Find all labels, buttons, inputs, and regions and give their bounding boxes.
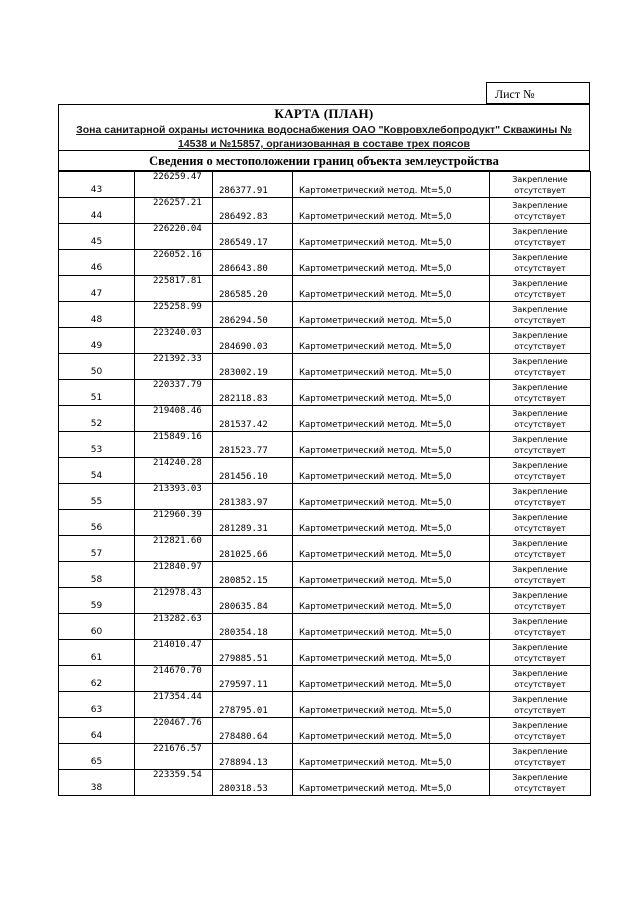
coordinate-y-cell: 283002.19 — [213, 354, 293, 380]
table-row — [59, 614, 591, 640]
table-row — [59, 536, 591, 562]
point-number-cell: 63 — [59, 692, 135, 718]
method-cell: Картометрический метод. Mt=5,0 — [293, 666, 490, 692]
point-number-cell: 51 — [59, 380, 135, 406]
coordinate-y-cell: 286585.20 — [213, 276, 293, 302]
fixing-cell: Закрепление отсутствует — [490, 354, 591, 380]
method-cell: Картометрический метод. Mt=5,0 — [293, 562, 490, 588]
table-row — [59, 640, 591, 666]
coordinate-y-cell: 284690.03 — [213, 328, 293, 354]
method-cell: Картометрический метод. Mt=5,0 — [293, 172, 490, 198]
method-cell: Картометрический метод. Mt=5,0 — [293, 276, 490, 302]
coordinate-x-cell: 212960.39 — [135, 510, 213, 536]
method-cell: Картометрический метод. Mt=5,0 — [293, 406, 490, 432]
table-row — [59, 458, 591, 484]
point-number-cell: 47 — [59, 276, 135, 302]
coordinate-x-cell: 212840.97 — [135, 562, 213, 588]
table-row — [59, 250, 591, 276]
point-number-cell: 46 — [59, 250, 135, 276]
coordinate-y-cell: 278894.13 — [213, 744, 293, 770]
fixing-cell: Закрепление отсутствует — [490, 692, 591, 718]
point-number-cell: 48 — [59, 302, 135, 328]
method-cell: Картометрический метод. Mt=5,0 — [293, 328, 490, 354]
coordinate-x-cell: 215849.16 — [135, 432, 213, 458]
coordinate-x-cell: 212821.60 — [135, 536, 213, 562]
method-cell: Картометрический метод. Mt=5,0 — [293, 770, 490, 796]
method-cell: Картометрический метод. Mt=5,0 — [293, 614, 490, 640]
method-cell: Картометрический метод. Mt=5,0 — [293, 640, 490, 666]
fixing-cell: Закрепление отсутствует — [490, 666, 591, 692]
coordinate-x-cell: 225817.81 — [135, 276, 213, 302]
coordinate-y-cell: 281383.97 — [213, 484, 293, 510]
fixing-cell: Закрепление отсутствует — [490, 302, 591, 328]
coordinate-x-cell: 212978.43 — [135, 588, 213, 614]
table-row — [59, 302, 591, 328]
point-number-cell: 57 — [59, 536, 135, 562]
coordinate-y-cell: 279885.51 — [213, 640, 293, 666]
coordinate-x-cell: 214240.28 — [135, 458, 213, 484]
table-row — [59, 432, 591, 458]
method-cell: Картометрический метод. Mt=5,0 — [293, 458, 490, 484]
coordinate-y-cell: 281456.10 — [213, 458, 293, 484]
table-row — [59, 562, 591, 588]
coordinate-y-cell: 278795.01 — [213, 692, 293, 718]
coordinate-y-cell: 280354.18 — [213, 614, 293, 640]
coordinate-x-cell: 221676.57 — [135, 744, 213, 770]
point-number-cell: 64 — [59, 718, 135, 744]
coordinate-y-cell: 281289.31 — [213, 510, 293, 536]
fixing-cell: Закрепление отсутствует — [490, 562, 591, 588]
table-row — [59, 692, 591, 718]
point-number-cell: 52 — [59, 406, 135, 432]
point-number-cell: 53 — [59, 432, 135, 458]
fixing-cell: Закрепление отсутствует — [490, 172, 591, 198]
method-cell: Картометрический метод. Mt=5,0 — [293, 536, 490, 562]
method-cell: Картометрический метод. Mt=5,0 — [293, 484, 490, 510]
coordinate-y-cell: 278480.64 — [213, 718, 293, 744]
point-number-cell: 60 — [59, 614, 135, 640]
fixing-cell: Закрепление отсутствует — [490, 224, 591, 250]
sheet-number-label: Лист № — [495, 87, 535, 101]
fixing-cell: Закрепление отсутствует — [490, 328, 591, 354]
coordinate-x-cell: 226220.04 — [135, 224, 213, 250]
document-header — [58, 104, 590, 151]
method-cell: Картометрический метод. Mt=5,0 — [293, 718, 490, 744]
table-row — [59, 770, 591, 796]
fixing-cell: Закрепление отсутствует — [490, 510, 591, 536]
table-row — [59, 510, 591, 536]
table-row — [59, 588, 591, 614]
point-number-cell: 45 — [59, 224, 135, 250]
fixing-cell: Закрепление отсутствует — [490, 406, 591, 432]
point-number-cell: 54 — [59, 458, 135, 484]
coordinate-y-cell: 281523.77 — [213, 432, 293, 458]
method-cell: Картометрический метод. Mt=5,0 — [293, 510, 490, 536]
fixing-cell: Закрепление отсутствует — [490, 744, 591, 770]
point-number-cell: 49 — [59, 328, 135, 354]
coordinate-y-cell: 281537.42 — [213, 406, 293, 432]
coordinate-x-cell: 213393.03 — [135, 484, 213, 510]
point-number-cell: 55 — [59, 484, 135, 510]
fixing-cell: Закрепление отсутствует — [490, 640, 591, 666]
fixing-cell: Закрепление отсутствует — [490, 276, 591, 302]
document-subtitle: Зона санитарной охраны источника водоснабжения ОАО "Ковровхлебопродукт" Скважины № 14538 и №15857, организованная в составе трех поясов — [76, 124, 572, 150]
point-number-cell: 38 — [59, 770, 135, 796]
table-row — [59, 172, 591, 198]
document-title: КАРТА (ПЛАН) — [274, 106, 374, 121]
table-row — [59, 406, 591, 432]
point-number-cell: 44 — [59, 198, 135, 224]
method-cell: Картометрический метод. Mt=5,0 — [293, 432, 490, 458]
coordinate-x-cell: 217354.44 — [135, 692, 213, 718]
fixing-cell: Закрепление отсутствует — [490, 250, 591, 276]
coordinate-x-cell: 214010.47 — [135, 640, 213, 666]
method-cell: Картометрический метод. Mt=5,0 — [293, 250, 490, 276]
point-number-cell: 50 — [59, 354, 135, 380]
table-row — [59, 224, 591, 250]
table-row — [59, 744, 591, 770]
coordinate-x-cell: 220467.76 — [135, 718, 213, 744]
section-title: Сведения о местоположении границ объекта землеустройства — [58, 151, 590, 171]
point-number-cell: 58 — [59, 562, 135, 588]
sheet-number-box — [486, 82, 590, 104]
method-cell: Картометрический метод. Mt=5,0 — [293, 588, 490, 614]
coordinate-y-cell: 279597.11 — [213, 666, 293, 692]
method-cell: Картометрический метод. Mt=5,0 — [293, 224, 490, 250]
table-row — [59, 380, 591, 406]
fixing-cell: Закрепление отсутствует — [490, 614, 591, 640]
point-number-cell: 61 — [59, 640, 135, 666]
coordinate-x-cell: 219408.46 — [135, 406, 213, 432]
coordinate-y-cell: 280318.53 — [213, 770, 293, 796]
coordinate-y-cell: 282118.83 — [213, 380, 293, 406]
method-cell: Картометрический метод. Mt=5,0 — [293, 198, 490, 224]
fixing-cell: Закрепление отсутствует — [490, 380, 591, 406]
coordinate-y-cell: 286294.50 — [213, 302, 293, 328]
fixing-cell: Закрепление отсутствует — [490, 718, 591, 744]
table-row — [59, 484, 591, 510]
point-number-cell: 62 — [59, 666, 135, 692]
point-number-cell: 56 — [59, 510, 135, 536]
coordinate-x-cell: 226259.47 — [135, 172, 213, 198]
method-cell: Картометрический метод. Mt=5,0 — [293, 380, 490, 406]
coordinate-y-cell: 286549.17 — [213, 224, 293, 250]
coordinate-y-cell: 280635.84 — [213, 588, 293, 614]
method-cell: Картометрический метод. Mt=5,0 — [293, 744, 490, 770]
coordinate-x-cell: 223240.03 — [135, 328, 213, 354]
fixing-cell: Закрепление отсутствует — [490, 458, 591, 484]
coordinate-x-cell: 221392.33 — [135, 354, 213, 380]
coordinate-x-cell: 225258.99 — [135, 302, 213, 328]
coordinate-y-cell: 281025.66 — [213, 536, 293, 562]
table-row — [59, 198, 591, 224]
fixing-cell: Закрепление отсутствует — [490, 432, 591, 458]
point-number-cell: 59 — [59, 588, 135, 614]
table-row — [59, 718, 591, 744]
table-row — [59, 666, 591, 692]
coordinate-y-cell: 280852.15 — [213, 562, 293, 588]
coordinate-y-cell: 286492.83 — [213, 198, 293, 224]
coordinates-table — [58, 171, 591, 796]
fixing-cell: Закрепление отсутствует — [490, 536, 591, 562]
coordinate-y-cell: 286643.80 — [213, 250, 293, 276]
table-row — [59, 276, 591, 302]
method-cell: Картометрический метод. Mt=5,0 — [293, 692, 490, 718]
coordinate-x-cell: 220337.79 — [135, 380, 213, 406]
coordinate-x-cell: 226257.21 — [135, 198, 213, 224]
fixing-cell: Закрепление отсутствует — [490, 588, 591, 614]
coordinate-y-cell: 286377.91 — [213, 172, 293, 198]
table-row — [59, 328, 591, 354]
coordinate-x-cell: 213282.63 — [135, 614, 213, 640]
coordinate-x-cell: 214670.70 — [135, 666, 213, 692]
method-cell: Картометрический метод. Mt=5,0 — [293, 302, 490, 328]
point-number-cell: 65 — [59, 744, 135, 770]
coordinate-x-cell: 226052.16 — [135, 250, 213, 276]
fixing-cell: Закрепление отсутствует — [490, 198, 591, 224]
fixing-cell: Закрепление отсутствует — [490, 484, 591, 510]
point-number-cell: 43 — [59, 172, 135, 198]
table-row — [59, 354, 591, 380]
method-cell: Картометрический метод. Mt=5,0 — [293, 354, 490, 380]
fixing-cell: Закрепление отсутствует — [490, 770, 591, 796]
coordinate-x-cell: 223359.54 — [135, 770, 213, 796]
